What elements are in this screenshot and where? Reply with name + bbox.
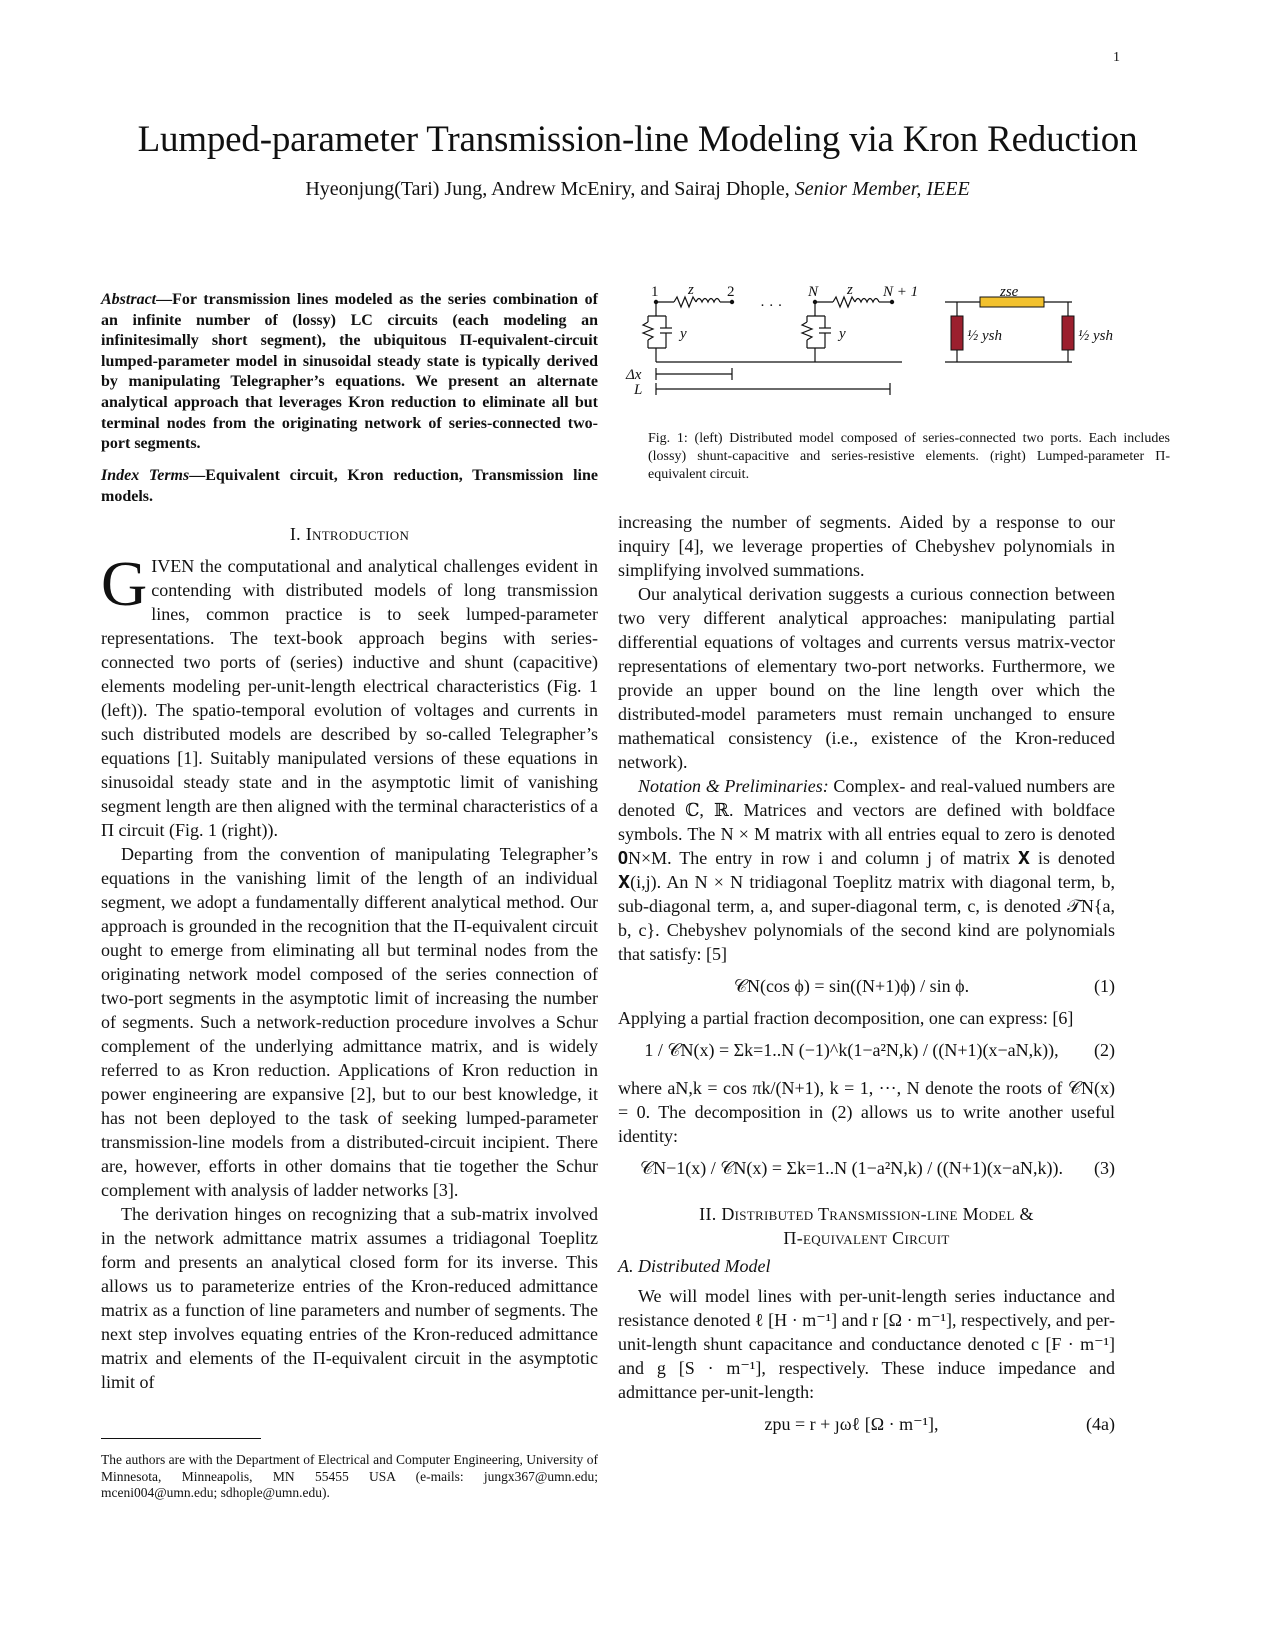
- equation-2-number: (2): [1094, 1040, 1115, 1060]
- node-2-dot: [730, 300, 734, 304]
- notation-label: Notation & Preliminaries:: [638, 776, 829, 796]
- node-n-dot: [813, 300, 817, 304]
- label-z-2: z: [847, 282, 853, 298]
- roots-paragraph: where aN,k = cos πk/(N+1), k = 1, ···, N denote the roots of 𝒞N(x) = 0. The decomposition in (2) allows us to write another useful identity:: [618, 1078, 1115, 1146]
- label-y-2: y: [839, 326, 846, 342]
- equation-1: [618, 966, 1115, 1006]
- abstract-text: —For transmission lines modeled as the series combination of an infinite number of (lossy) LC circuits (each modeling an infinitesimally short segment), the ubiquitous Π-equivalent-circuit lumped-parameter model in sinusoidal steady state is typically derived by manipulating Telegrapher’s equations. We present an alternate analytical approach that leverages Kron reduction to eliminate all but terminal nodes from the originating network of series-connected two-port segments.: [101, 291, 598, 453]
- figure-1: [626, 280, 1180, 410]
- author-names: Hyeonjung(Tari) Jung, Andrew McEniry, and Sairaj Dhople,: [305, 178, 790, 200]
- partial-fraction-paragraph: Applying a partial fraction decomposition, one can express: [6]: [618, 1008, 1074, 1028]
- section-2-heading-line-1: II. Distributed Transmission-line Model &: [699, 1204, 1034, 1224]
- node-n1-dot: [890, 300, 894, 304]
- intro-paragraph-2: Departing from the convention of manipulating Telegrapher’s equations in the vanishing limit of the length of an individual segment, we adopt a fundamentally different analytical method. Our approach is grounded in the recognition that the Π-equivalent circuit ought to emerge from eliminating all but terminal nodes from the originating network model composed of the series connection of two-port segments in the asymptotic limit of increasing the number of segments. Such a network-reduction procedure involves a Schur complement of the underlying admittance matrix, and is widely referred to as Kron reduction. Applications of Kron reduction in power engineering are expansive [2], but to our best knowledge, it has not been deployed to the task of seeking lumped-parameter transmission-line models from a distributed-circuit incipient. There are, however, efforts in other domains that tie together the Schur complement with analysis of ladder networks [3].: [101, 844, 598, 1200]
- label-node-n: N: [808, 284, 819, 300]
- author-line: [80, 178, 1195, 201]
- analytical-paragraph: Our analytical derivation suggests a curious connection between two very different analytical approaches: manipulating partial differential equations of voltages and currents versus matrix-vector representations of elementary two-port networks. Furthermore, we provide an upper bound on the line length over which the distributed-model parameters must remain unchanged to ensure mathematical consistency (i.e., existence of the Kron-reduced network).: [618, 584, 1115, 772]
- equation-4a-number: (4a): [1086, 1414, 1115, 1434]
- label-node-n1: N + 1: [883, 284, 919, 300]
- label-ysh-left: ½ ysh: [967, 328, 1002, 344]
- equation-4a: [618, 1404, 1115, 1444]
- equation-2: [618, 1030, 1115, 1076]
- drop-cap: G: [101, 548, 148, 619]
- index-terms-text: —Equivalent circuit, Kron reduction, Transmission line models.: [101, 467, 598, 505]
- figure-1-caption: Fig. 1: (left) Distributed model composed of series-connected two ports. Each includes (lossy) shunt-capacitive and series-resistive elements. (right) Lumped-parameter Π-equivalent circuit.: [648, 431, 1170, 482]
- label-L: L: [634, 382, 643, 398]
- right-column: [618, 510, 1115, 1444]
- abstract-label: Abstract: [101, 291, 157, 308]
- notation-paragraph: [618, 774, 1115, 966]
- abstract: [101, 290, 598, 455]
- model-paragraph: We will model lines with per-unit-length series inductance and resistance denoted ℓ [H · m⁻¹] and r [Ω · m⁻¹], respectively, and per-unit-length shunt capacitance and conductance denoted c [F · m⁻¹] and g [S · m⁻¹], respectively. These induce impedance and admittance per-unit-length:: [618, 1286, 1115, 1402]
- equation-3: [618, 1148, 1115, 1194]
- label-ysh-right: ½ ysh: [1078, 328, 1113, 344]
- page-number: 1: [1113, 50, 1120, 65]
- shunt-admittance-right-box: [1062, 316, 1074, 350]
- label-dots: · · ·: [760, 298, 783, 314]
- section-1-heading: I. Introduction: [289, 524, 410, 544]
- equation-1-body: 𝒞N(cos ϕ) = sin((N+1)ϕ) / sin ϕ.: [733, 976, 970, 996]
- index-terms: [101, 466, 598, 507]
- label-node-1: 1: [651, 284, 659, 300]
- notation-text: Complex- and real-valued numbers are denoted ℂ, ℝ. Matrices and vectors are defined with boldface symbols. The N × M matrix with all entries equal to zero is denoted 𝟎N×M. The entry in row i and column j of matrix 𝐗 is denoted 𝐗(i,j). An N × N tridiagonal Toeplitz matrix with diagonal term, b, sub-diagonal term, a, and super-diagonal term, c, is denoted 𝒯N{a, b, c}. Chebyshev polynomials of the second kind are polynomials that satisfy: [5]: [618, 776, 1116, 964]
- author-membership: Senior Member, IEEE: [794, 178, 970, 200]
- equation-3-body: 𝒞N−1(x) / 𝒞N(x) = Σk=1..N (1−a²N,k) / ((N+1)(x−aN,k)).: [640, 1158, 1063, 1178]
- left-column: [101, 522, 598, 1394]
- label-node-2: 2: [727, 284, 735, 300]
- label-z-1: z: [688, 282, 694, 298]
- author-footnote: The authors are with the Department of Electrical and Computer Engineering, University of Minnesota, Minneapolis, MN 55455 USA (e-mails: jungx367@umn.edu; mceni004@umn.edu; sdhople@umn.edu).: [101, 1452, 598, 1500]
- node-1-dot: [654, 300, 658, 304]
- shunt-admittance-left-box: [951, 316, 963, 350]
- equation-4a-body: zpu = r + ȷωℓ [Ω · m⁻¹],: [764, 1414, 939, 1434]
- label-y-1: y: [680, 326, 687, 342]
- equation-3-number: (3): [1094, 1158, 1115, 1178]
- intro-paragraph-3: The derivation hinges on recognizing that a sub-matrix involved in the network admittance matrix assumes a tridiagonal Toeplitz form and presents an analytical closed form for its inverse. This allows us to parameterize entries of the Kron-reduced admittance matrix as a function of line parameters and number of segments. The next step involves equating entries of the Kron-reduced admittance matrix and elements of the Π-equivalent circuit in the asymptotic limit of: [101, 1204, 598, 1392]
- paper-title: Lumped-parameter Transmission-line Modeling via Kron Reduction: [137, 119, 1138, 160]
- label-dx: Δx: [626, 367, 642, 383]
- section-2-heading-line-2: Π-equivalent Circuit: [783, 1228, 950, 1248]
- intro-paragraph-1: [101, 548, 598, 842]
- index-terms-label: Index Terms: [101, 467, 190, 484]
- continued-paragraph: increasing the number of segments. Aided by a response to our inquiry [4], we leverage properties of Chebyshev polynomials in simplifying involved summations.: [618, 512, 1115, 580]
- equation-1-number: (1): [1094, 976, 1115, 996]
- intro-paragraph-1-text: IVEN the computational and analytical challenges evident in contending with distributed models of long transmission lines, common practice is to seek lumped-parameter representations. The text-book approach begins with series-connected two ports of (series) inductive and shunt (capacitive) elements modeling per-unit-length electrical characteristics (Fig. 1 (left)). The spatio-temporal evolution of voltages and currents in such distributed models are described by so-called Telegrapher’s equations [1]. Suitably manipulated versions of these equations in sinusoidal steady state and in the asymptotic limit of vanishing segment length are then aligned with the terminal characteristics of a Π circuit (Fig. 1 (right)).: [101, 556, 598, 840]
- equation-2-body: 1 / 𝒞N(x) = Σk=1..N (−1)^k(1−a²N,k) / ((N+1)(x−aN,k)),: [644, 1040, 1059, 1060]
- footnote-rule: [101, 1438, 261, 1439]
- subsection-a-heading: A. Distributed Model: [618, 1256, 771, 1276]
- label-zse: zse: [1000, 284, 1019, 300]
